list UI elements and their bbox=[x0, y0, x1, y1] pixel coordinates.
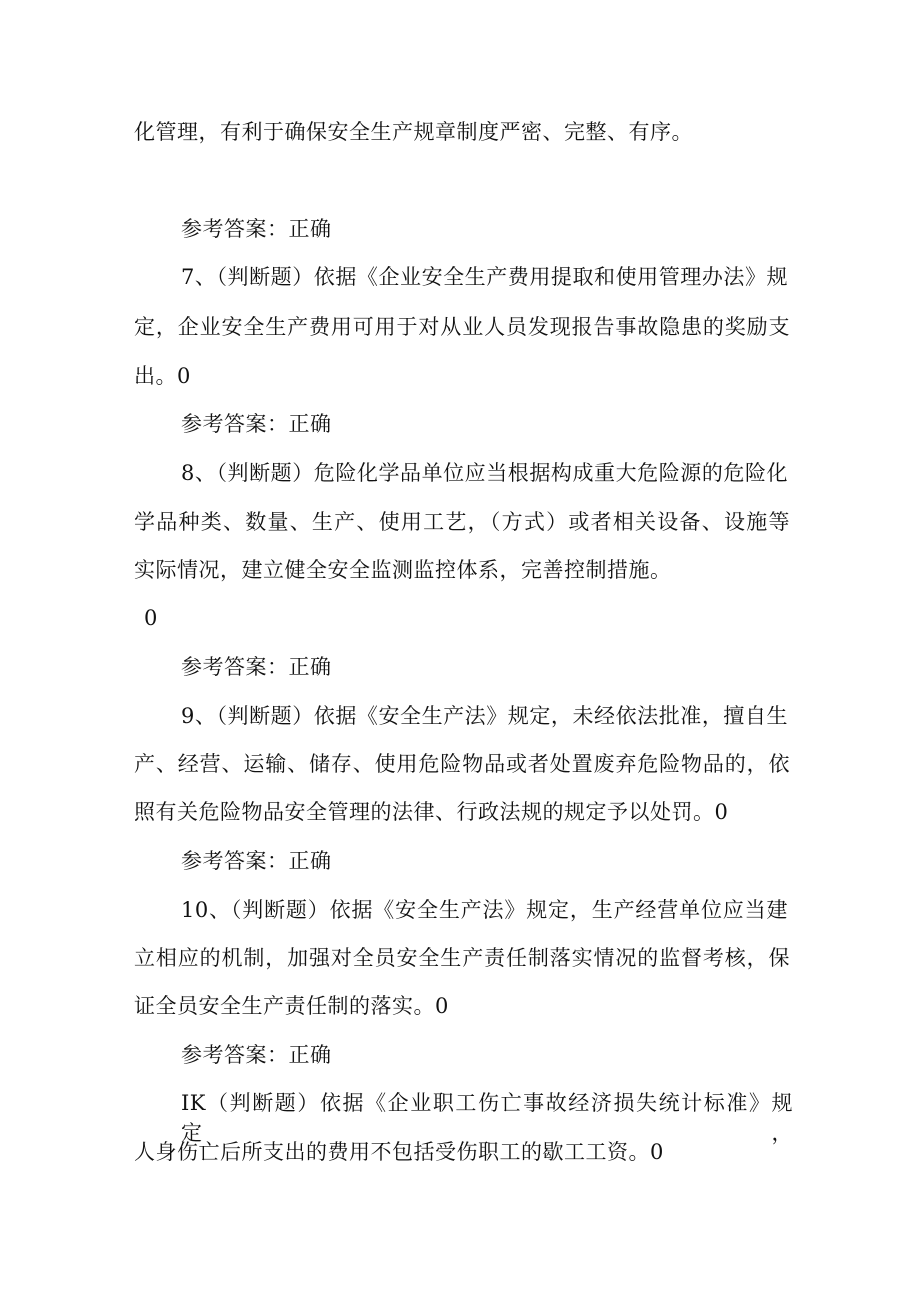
question-text-line: 人身伤亡后所支出的费用不包括受伤职工的歇工工资。0 bbox=[134, 1140, 664, 1164]
question-text-line: 10、（判断题）依据《安全生产法》规定，生产经营单位应当建 bbox=[181, 898, 788, 922]
answer-line: 参考答案：正确 bbox=[181, 655, 332, 679]
question-text-line: 证全员安全生产责任制的落实。0 bbox=[134, 994, 449, 1018]
question-text-line: 8、（判断题）危险化学品单位应当根据构成重大危险源的危险化 bbox=[181, 461, 788, 485]
question-text-line: 立相应的机制，加强对全员安全生产责任制落实情况的监督考核，保 bbox=[134, 946, 790, 970]
question-text-line: 定，企业安全生产费用可用于对从业人员发现报告事故隐患的奖励支 bbox=[134, 315, 790, 339]
question-text-line: 学品种类、数量、生产、使用工艺，（方式）或者相关设备、设施等 bbox=[134, 510, 790, 534]
question-text-line: 照有关危险物品安全管理的法律、行政法规的规定予以处罚。0 bbox=[134, 800, 729, 824]
question-text-line: IK（判断题）依据《企业职工伤亡事故经济损失统计标准》规定， bbox=[181, 1091, 793, 1145]
answer-line: 参考答案：正确 bbox=[181, 217, 332, 241]
question-text-line: 9、（判断题）依据《安全生产法》规定，未经依法批准，擅自生 bbox=[181, 704, 788, 728]
intro-tail-line: 化管理，有利于确保安全生产规章制度严密、完整、有序。 bbox=[134, 120, 693, 144]
question-text-line: 0 bbox=[144, 606, 158, 630]
question-text-line: 产、经营、运输、储存、使用危险物品或者处置废弃危险物品的，依 bbox=[134, 752, 790, 776]
question-text-line: 实际情况，建立健全安全监测监控体系，完善控制措施。 bbox=[134, 558, 672, 582]
answer-line: 参考答案：正确 bbox=[181, 1043, 332, 1067]
question-text-line: 出。0 bbox=[134, 364, 191, 388]
question-text-line: 7、（判断题）依据《企业安全生产费用提取和使用管理办法》规 bbox=[181, 265, 788, 289]
answer-line: 参考答案：正确 bbox=[181, 412, 332, 436]
answer-line: 参考答案：正确 bbox=[181, 849, 332, 873]
